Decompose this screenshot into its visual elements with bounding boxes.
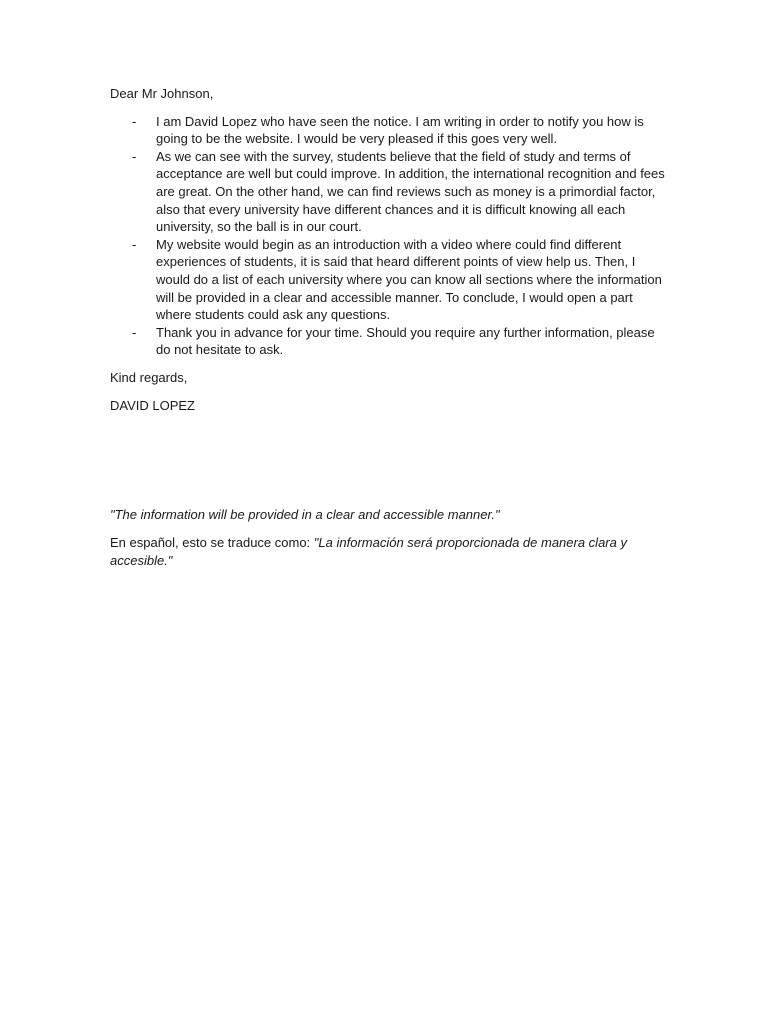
list-item bbox=[110, 324, 670, 359]
spanish-translation bbox=[110, 534, 670, 569]
list-item bbox=[110, 113, 670, 148]
list-item-text: As we can see with the survey, students believe that the field of study and terms of acceptance are well but could improve. In addition, the international recognition and fees are great. On the other hand, we can find reviews such as money is a primordial factor, also that every university have different chances and it is difficult knowing all each university, so the ball is in our court. bbox=[156, 148, 665, 235]
english-quote: "The information will be provided in a clear and accessible manner." bbox=[110, 507, 500, 522]
letter-points-list bbox=[110, 113, 670, 359]
bullet-dash: - bbox=[132, 236, 137, 252]
signature: DAVID LOPEZ bbox=[110, 397, 196, 413]
salutation: Dear Mr Johnson, bbox=[110, 86, 214, 101]
bullet-dash: - bbox=[132, 113, 137, 129]
list-item-text: My website would begin as an introduction with a video where could find different experiences of students, it is said that heard different points of view help us. Then, I would do a list of each university where you can know all sections where the information will be provided in a clear and accessible manner. To conclude, I would open a part where students could ask any questions. bbox=[156, 236, 662, 323]
closing: Kind regards, bbox=[110, 369, 188, 385]
list-item-text: Thank you in advance for your time. Should you require any further information, please do not hesitate to ask. bbox=[156, 324, 655, 358]
translated-quote: "La información será proporcionada de manera clara y accesible." bbox=[110, 535, 627, 568]
bullet-dash: - bbox=[132, 148, 137, 164]
list-item-text: I am David Lopez who have seen the notice. I am writing in order to notify you how is going to be the website. I would be very pleased if this goes very well. bbox=[156, 113, 644, 147]
list-item bbox=[110, 148, 670, 236]
translation-intro: En español, esto se traduce como: bbox=[110, 535, 314, 550]
list-item bbox=[110, 236, 670, 324]
bullet-dash: - bbox=[132, 324, 137, 340]
letter-body bbox=[110, 85, 670, 414]
